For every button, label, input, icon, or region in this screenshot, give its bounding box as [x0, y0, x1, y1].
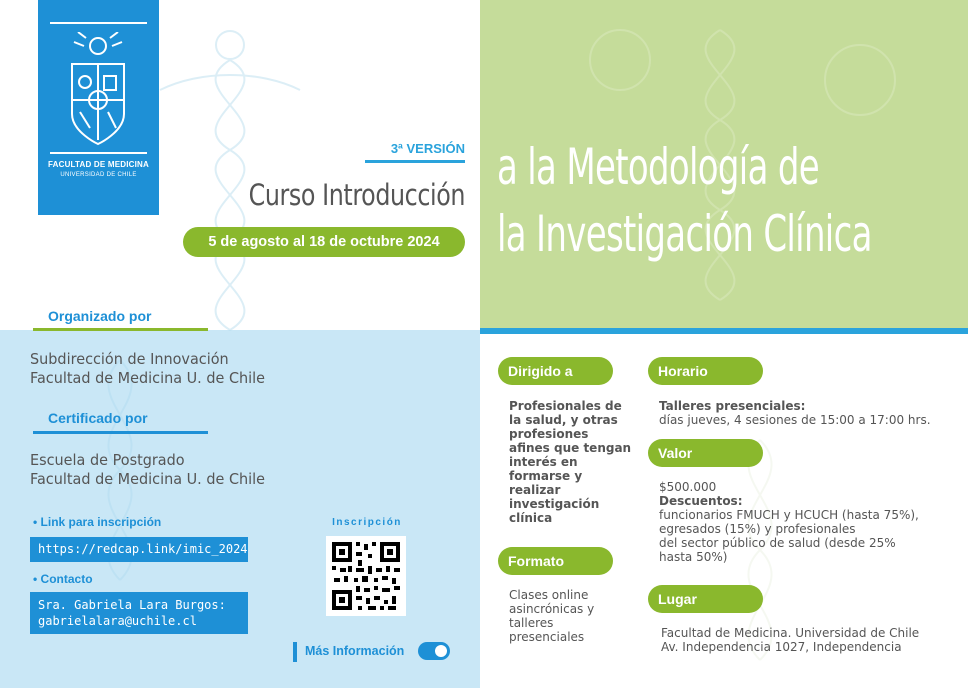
contact-label: • Contacto [33, 572, 93, 586]
target-audience-line: realizar [509, 483, 561, 497]
location-text [661, 626, 961, 654]
location-line-2: Av. Independencia 1027, Independencia [661, 640, 902, 654]
certified-by-bar [33, 431, 208, 434]
contact-box[interactable] [30, 592, 248, 634]
target-audience-line: afines que tengan [509, 441, 632, 455]
location-badge: Lugar [648, 585, 763, 613]
target-audience-line: formarse y [509, 469, 583, 483]
schedule-text [659, 399, 959, 427]
university-crest-icon [66, 32, 131, 150]
version-underline [365, 160, 465, 163]
discount-line: egresados (15%) y profesionales [659, 522, 856, 536]
more-info-label[interactable]: Más Información [305, 644, 405, 658]
logo-rule-top [50, 22, 147, 24]
discount-line: del sector público de salud (desde 25% [659, 536, 896, 550]
target-audience-line: Profesionales de [509, 399, 622, 413]
format-line: Clases online [509, 588, 589, 602]
dates-badge: 5 de agosto al 18 de octubre 2024 [183, 227, 465, 257]
format-line: asincrónicas y [509, 602, 595, 616]
discount-line: hasta 50%) [659, 550, 728, 564]
discount-line: funcionarios FMUCH y HCUCH (hasta 75%), [659, 508, 919, 522]
faculty-logo [38, 0, 159, 215]
price-badge: Valor [648, 439, 763, 467]
target-audience-text [509, 399, 634, 525]
target-audience-line: investigación [509, 497, 600, 511]
certified-by-label: Certificado por [48, 410, 148, 426]
schedule-line-1: Talleres presenciales: [659, 399, 806, 413]
target-audience-line: interés en [509, 455, 578, 469]
schedule-line-2: días jueves, 4 sesiones de 15:00 a 17:00 hrs. [659, 413, 931, 427]
organizer-line-1: Subdirección de Innovación [30, 350, 229, 368]
price-text [659, 480, 959, 564]
qr-code[interactable] [326, 536, 406, 616]
registration-link-label: • Link para inscripción [33, 515, 162, 529]
version-label: 3ª VERSIÓN [390, 141, 465, 156]
discount-label: Descuentos: [659, 494, 743, 508]
certifier-line-1: Escuela de Postgrado [30, 451, 185, 469]
course-title-line-1: a la Metodología de [497, 138, 820, 196]
contact-email[interactable]: gabrielalara@uchile.cl [38, 614, 197, 628]
target-audience-line: profesiones [509, 427, 589, 441]
qr-code-icon [326, 536, 406, 616]
format-line: presenciales [509, 630, 585, 644]
logo-faculty-text: FACULTAD DE MEDICINA [47, 160, 150, 169]
target-audience-badge: Dirigido a [498, 357, 613, 385]
toggle-icon[interactable] [418, 642, 450, 660]
contact-name: Sra. Gabriela Lara Burgos: [38, 598, 226, 612]
course-title-line-2: la Investigación Clínica [497, 205, 872, 263]
target-audience-line: la salud, y otras [509, 413, 618, 427]
format-line: talleres [509, 616, 554, 630]
organized-by-label: Organizado por [48, 308, 152, 324]
schedule-badge: Horario [648, 357, 763, 385]
toggle-knob [435, 645, 447, 657]
logo-rule-bottom [50, 152, 147, 154]
location-line-1: Facultad de Medicina. Universidad de Chile [661, 626, 920, 640]
price-value: $500.000 [659, 480, 717, 494]
certifier-line-2: Facultad de Medicina U. de Chile [30, 470, 266, 488]
course-heading: Curso Introducción [248, 178, 465, 212]
organized-by-bar [33, 328, 208, 331]
format-badge: Formato [498, 547, 613, 575]
qr-label: Inscripción [332, 517, 402, 528]
registration-link[interactable]: https://redcap.link/imic_2024 [30, 537, 248, 562]
format-text [509, 588, 634, 644]
logo-university-text: UNIVERSIDAD DE CHILE [60, 172, 137, 178]
more-info-bar [293, 642, 297, 662]
organizer-line-2: Facultad de Medicina U. de Chile [30, 369, 266, 387]
target-audience-line: clínica [509, 511, 553, 525]
